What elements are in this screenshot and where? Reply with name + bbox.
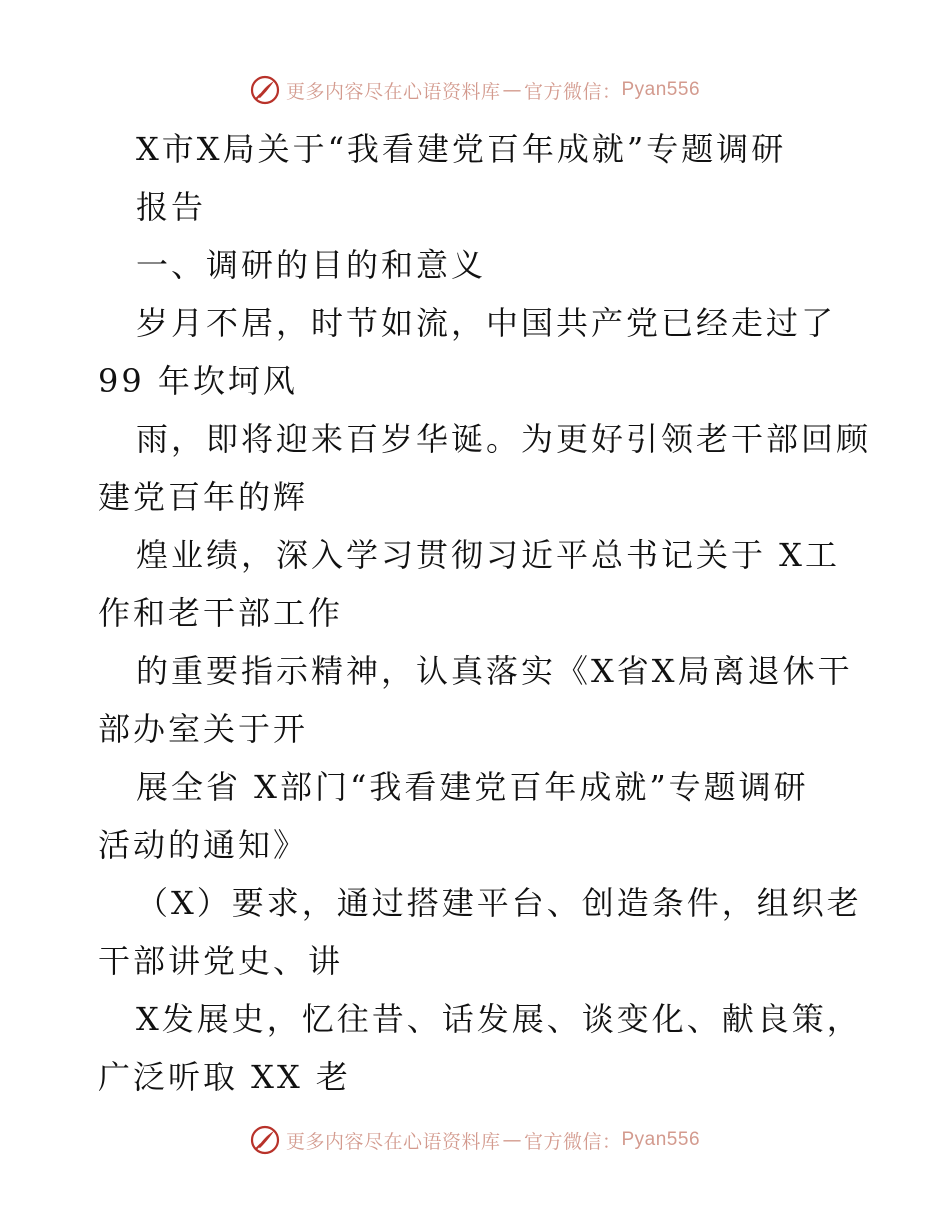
footer-watermark <box>0 1122 950 1158</box>
paragraph-line: 展全省 X部门“我看建党百年成就”专题调研 <box>136 768 809 806</box>
paragraph-line: 99 年坎坷风 <box>98 362 298 400</box>
paragraph-line: 干部讲党史、讲 <box>98 942 344 980</box>
watermark-site-text: 更多内容尽在心语资料库 <box>285 80 501 103</box>
section-heading: 一、调研的目的和意义 <box>136 246 487 284</box>
paragraph-line: 建党百年的辉 <box>98 478 309 516</box>
paragraph-line: （X）要求，通过搭建平台、创造条件，组织老 <box>136 884 862 922</box>
document-title-line-1: X市X局关于“我看建党百年成就”专题调研 <box>136 130 787 168</box>
header-watermark <box>0 72 950 108</box>
paragraph-line: 煌业绩，深入学习贯彻习近平总书记关于 X工 <box>136 536 840 574</box>
watermark-wechat-label: 官方微信： <box>523 1130 622 1153</box>
paragraph-line: 活动的通知》 <box>98 826 309 864</box>
paragraph-line: 作和老干部工作 <box>98 594 344 632</box>
document-title-line-2: 报告 <box>136 188 207 226</box>
paragraph-line: 广泛听取 XX 老 <box>98 1058 351 1096</box>
watermark-wechat-id: Pyan556 <box>621 79 701 100</box>
watermark-separator: — <box>502 79 522 101</box>
watermark-separator: — <box>502 1129 522 1151</box>
paragraph-line: X发展史，忆往昔、话发展、谈变化、献良策， <box>136 1000 862 1038</box>
paragraph-line: 岁月不居，时节如流，中国共产党已经走过了 <box>136 304 837 342</box>
quill-seal-icon <box>250 75 280 105</box>
paragraph-line: 的重要指示精神，认真落实《X省X局离退休干 <box>136 652 853 690</box>
paragraph-line: 部办室关于开 <box>98 710 309 748</box>
quill-seal-icon <box>250 1125 280 1155</box>
watermark-wechat-id: Pyan556 <box>621 1129 701 1150</box>
watermark-wechat-label: 官方微信： <box>523 80 622 103</box>
watermark-site-text: 更多内容尽在心语资料库 <box>285 1130 501 1153</box>
paragraph-line: 雨，即将迎来百岁华诞。为更好引领老干部回顾 <box>136 420 872 458</box>
